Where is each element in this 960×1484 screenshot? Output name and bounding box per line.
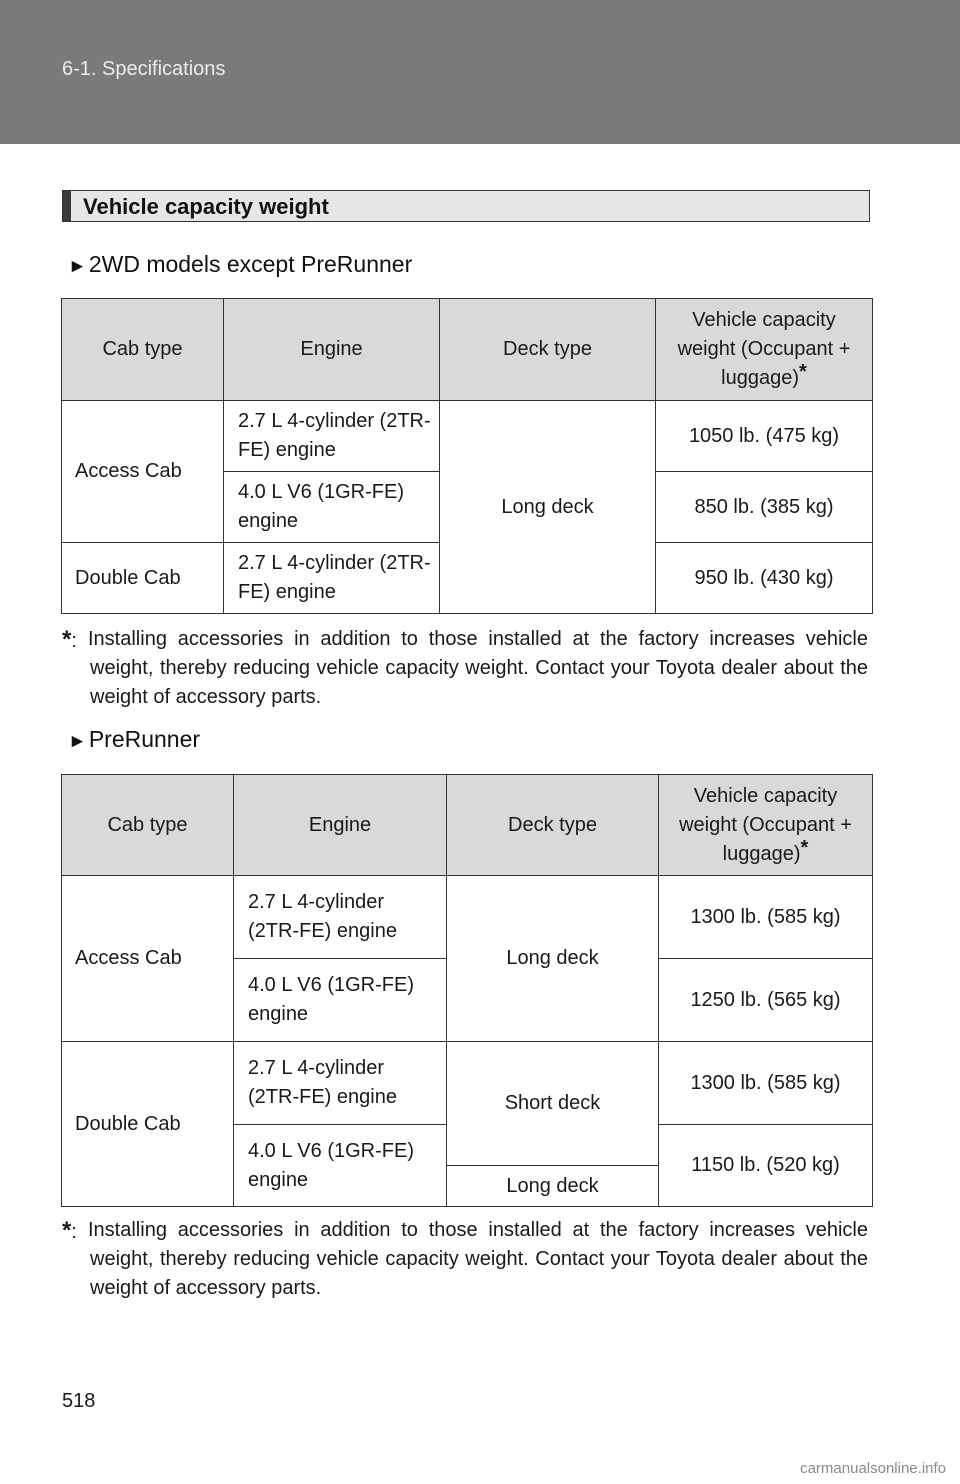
column-header: Cab type bbox=[62, 299, 224, 401]
table-row bbox=[62, 401, 873, 472]
subsection-heading-2wd: ►2WD models except PreRunner bbox=[68, 251, 413, 277]
table-header-row bbox=[62, 299, 873, 401]
engine-cell: 2.7 L 4-cylinder (2TR-FE) engine bbox=[234, 876, 447, 959]
engine-cell: 4.0 L V6 (1GR-FE) engine bbox=[224, 472, 440, 543]
cab-type-cell: Double Cab bbox=[62, 543, 224, 614]
column-header: Vehicle capacity weight (Occupant + luggage)* bbox=[659, 775, 873, 876]
engine-cell: 2.7 L 4-cylinder (2TR-FE) engine bbox=[234, 1042, 447, 1125]
deck-type-cell: Long deck bbox=[440, 401, 656, 614]
engine-cell: 2.7 L 4-cylinder (2TR-FE) engine bbox=[224, 543, 440, 614]
section-title-stripe bbox=[63, 191, 71, 221]
engine-cell: 2.7 L 4-cylinder (2TR-FE) engine bbox=[224, 401, 440, 472]
deck-type-cell: Short deck bbox=[447, 1042, 659, 1166]
weight-cell: 1250 lb. (565 kg) bbox=[659, 959, 873, 1042]
weight-cell: 1050 lb. (475 kg) bbox=[656, 401, 873, 472]
breadcrumb: 6-1. Specifications bbox=[62, 58, 226, 80]
footnote-prerunner: *: Installing accessories in addition to those installed at the factory increases vehicle weight, thereby reducing vehicle capacity weight. Contact your Toyota dealer about the weight of accessory parts. bbox=[62, 1217, 868, 1299]
triangle-bullet-icon: ► bbox=[68, 256, 87, 277]
footnote-marker: *: bbox=[62, 1217, 77, 1244]
triangle-bullet-icon: ► bbox=[68, 731, 87, 752]
page-header bbox=[0, 0, 960, 144]
cab-type-cell: Double Cab bbox=[62, 1042, 234, 1207]
footnote-marker: * bbox=[800, 836, 809, 859]
weight-cell: 950 lb. (430 kg) bbox=[656, 543, 873, 614]
weight-cell: 1300 lb. (585 kg) bbox=[659, 876, 873, 959]
capacity-table-2wd bbox=[61, 298, 873, 614]
column-header: Deck type bbox=[440, 299, 656, 401]
footnote-2wd: *: Installing accessories in addition to those installed at the factory increases vehicle weight, thereby reducing vehicle capacity weight. Contact your Toyota dealer about the weight of accessory parts. bbox=[62, 626, 868, 708]
section-title: Vehicle capacity weight bbox=[83, 194, 329, 219]
capacity-table-prerunner bbox=[61, 774, 873, 1207]
footnote-marker: *: bbox=[62, 626, 77, 653]
cab-type-cell: Access Cab bbox=[62, 401, 224, 543]
cab-type-cell: Access Cab bbox=[62, 876, 234, 1042]
column-header: Vehicle capacity weight (Occupant + luggage)* bbox=[656, 299, 873, 401]
column-header: Deck type bbox=[447, 775, 659, 876]
section-title-bar bbox=[62, 190, 870, 222]
weight-cell: 1300 lb. (585 kg) bbox=[659, 1042, 873, 1125]
deck-type-cell: Long deck bbox=[447, 1166, 659, 1207]
page-number: 518 bbox=[62, 1390, 96, 1412]
column-header: Cab type bbox=[62, 775, 234, 876]
weight-cell: 1150 lb. (520 kg) bbox=[659, 1125, 873, 1207]
table-row bbox=[62, 876, 873, 959]
column-header: Engine bbox=[224, 299, 440, 401]
deck-type-cell: Long deck bbox=[447, 876, 659, 1042]
column-header: Engine bbox=[234, 775, 447, 876]
weight-cell: 850 lb. (385 kg) bbox=[656, 472, 873, 543]
table-row bbox=[62, 1042, 873, 1125]
watermark: carmanualsonline.info bbox=[800, 1460, 946, 1477]
footnote-marker: * bbox=[799, 361, 807, 383]
table-header-row bbox=[62, 775, 873, 876]
engine-cell: 4.0 L V6 (1GR-FE) engine bbox=[234, 1125, 447, 1207]
engine-cell: 4.0 L V6 (1GR-FE) engine bbox=[234, 959, 447, 1042]
subsection-heading-prerunner: ►PreRunner bbox=[68, 726, 201, 752]
